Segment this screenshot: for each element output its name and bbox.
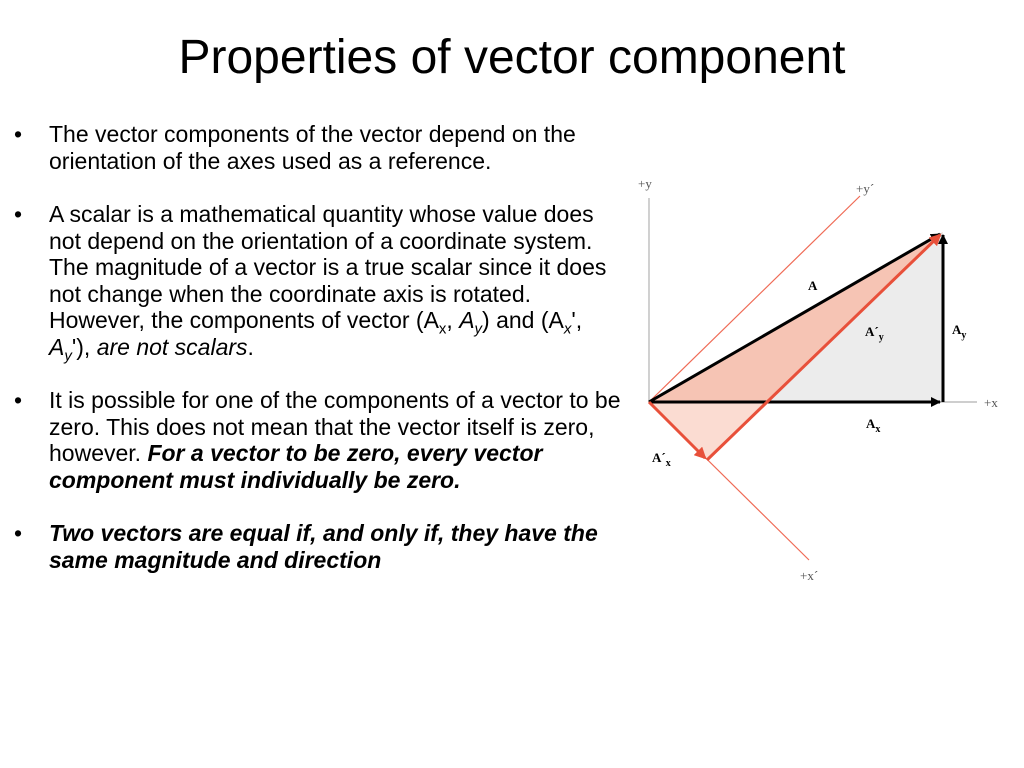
label-plus-y: +y	[638, 176, 652, 191]
bullet-text: The vector components of the vector depend on the orientation of the axes used as a reference.	[49, 121, 576, 174]
symbol-a-prime: A	[49, 333, 65, 360]
bullet-emphasis: Two vectors are equal if, and only if, they have the same magnitude and direction	[49, 520, 598, 573]
bullet-emphasis: For a vector to be zero, every vector component must individually be zero.	[49, 440, 543, 493]
bullet-text: It is possible for one of the components of a vector to be zero. This does not mean that the vector itself is zero, however.	[49, 387, 621, 466]
bullet-scalar-definition	[12, 201, 624, 365]
slide-title: Properties of vector component	[178, 31, 846, 84]
bullet-marker: •	[14, 520, 23, 546]
prime-close: '),	[71, 333, 97, 360]
separator: ,	[446, 307, 460, 333]
bullet-marker: •	[14, 201, 23, 227]
label-plus-x-prime: +x´	[800, 568, 819, 583]
bullet-marker: •	[14, 387, 23, 413]
label-plus-x: +x	[984, 395, 998, 410]
label-vector-a: A	[808, 278, 818, 293]
subscript-x: x	[438, 320, 447, 338]
label-ay: $A_y$	[952, 322, 967, 341]
label-ax-prime: $A´_x$	[652, 450, 671, 469]
bullet-text-continued: ) and (A	[482, 307, 564, 333]
vector-rotation-diagram	[622, 160, 1024, 600]
emphasis-not-scalars: are not scalars	[96, 333, 248, 360]
period: .	[247, 333, 254, 360]
bullet-marker: •	[14, 121, 23, 147]
label-ax: $A_x$	[866, 416, 881, 435]
label-plus-y-prime: +y´	[856, 181, 875, 196]
bullet-list	[12, 121, 624, 600]
subscript-y-prime: y	[64, 347, 72, 365]
subscript-x-prime: x	[563, 320, 572, 338]
subscript-y: y	[474, 320, 483, 338]
prime-separator: ',	[571, 307, 583, 333]
bullet-axes-orientation	[12, 121, 624, 174]
symbol-a: A	[459, 307, 475, 333]
bullet-zero-component	[12, 387, 624, 493]
triangle-salmon-light-fill	[649, 402, 764, 460]
bullet-text: A scalar is a mathematical quantity whose value does not depend on the orientation of a coordinate system. The magnitude of a vector is a true scalar since it does not change when the coordinate axis is rotated. However, the components of vector (A	[49, 201, 607, 333]
bullet-vector-equality	[12, 520, 624, 573]
label-ay-prime: $A´_y$	[865, 324, 884, 343]
